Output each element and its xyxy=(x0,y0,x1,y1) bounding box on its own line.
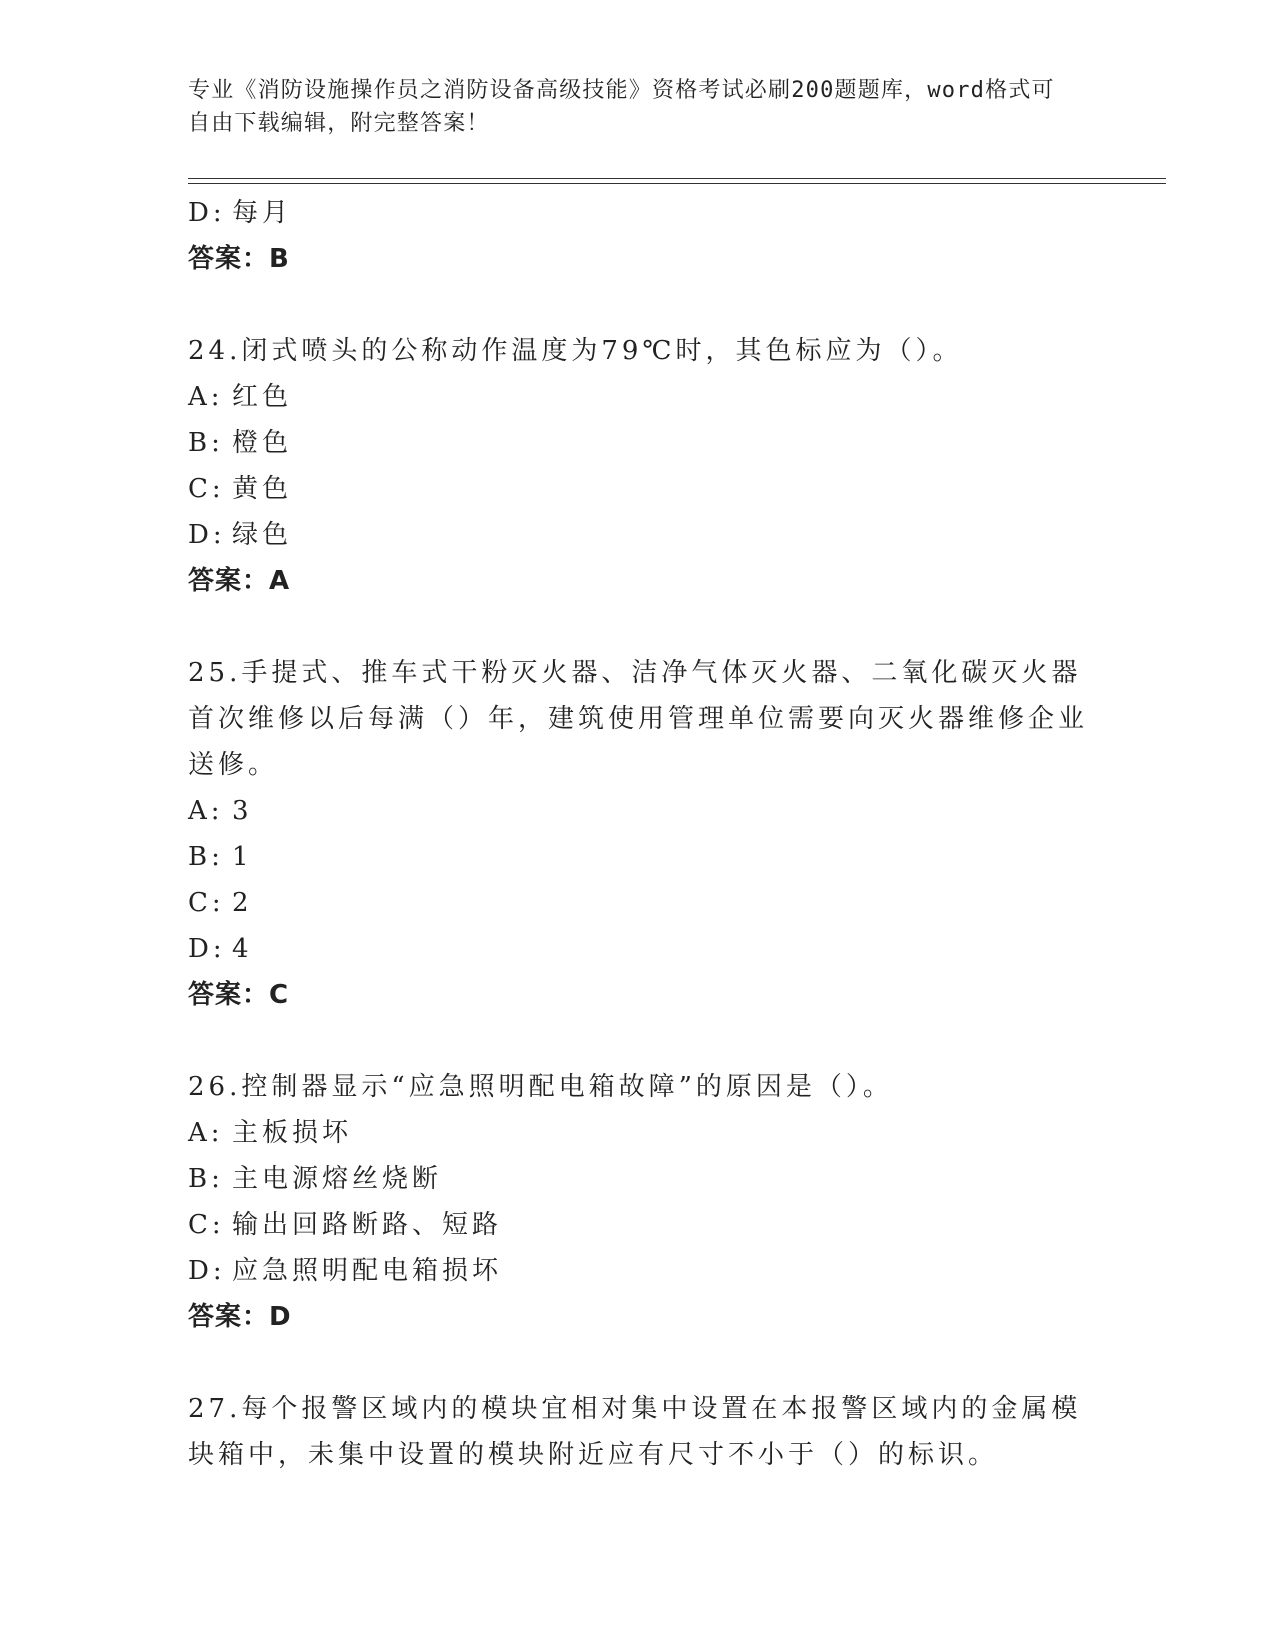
option-c xyxy=(188,1202,1088,1248)
answer: 答案：C xyxy=(188,980,290,1010)
option-text: 4 xyxy=(232,934,253,964)
option-key: C: xyxy=(188,888,225,918)
header-rule-bottom xyxy=(188,183,1166,184)
option-key: A: xyxy=(188,796,224,826)
option-text: 红色 xyxy=(232,382,293,412)
prev-option-d xyxy=(188,190,1088,236)
question-text: 26.控制器显示“应急照明配电箱故障”的原因是（）。 xyxy=(188,1072,893,1102)
prev-answer: 答案：B xyxy=(188,244,290,274)
option-key: A: xyxy=(188,382,224,412)
option-c xyxy=(188,880,1088,926)
question-25 xyxy=(188,650,1088,1018)
option-d xyxy=(188,926,1088,972)
answer: 答案：A xyxy=(188,566,291,596)
option-text: 每月 xyxy=(232,198,293,228)
answer: 答案：D xyxy=(188,1302,292,1332)
option-text: 输出回路断路、短路 xyxy=(232,1210,503,1240)
option-b xyxy=(188,1156,1088,1202)
question-27 xyxy=(188,1386,1088,1478)
option-text: 1 xyxy=(232,842,253,872)
header-rule-top xyxy=(188,178,1166,179)
option-key: B: xyxy=(188,428,224,458)
option-text: 3 xyxy=(232,796,253,826)
question-content xyxy=(188,190,1088,1478)
option-key: D: xyxy=(188,934,226,964)
option-key: D: xyxy=(188,520,226,550)
option-b xyxy=(188,834,1088,880)
option-key: B: xyxy=(188,1164,224,1194)
question-26 xyxy=(188,1064,1088,1340)
option-a xyxy=(188,374,1088,420)
question-text: 27.每个报警区域内的模块宜相对集中设置在本报警区域内的金属模块箱中，未集中设置的模块附近应有尺寸不小于（）的标识。 xyxy=(188,1394,1082,1470)
option-text: 主电源熔丝烧断 xyxy=(232,1164,443,1194)
option-text: 应急照明配电箱损坏 xyxy=(232,1256,503,1286)
option-text: 橙色 xyxy=(232,428,293,458)
option-b xyxy=(188,420,1088,466)
option-key: C: xyxy=(188,1210,225,1240)
document-header: 专业《消防设施操作员之消防设备高级技能》资格考试必刷200题题库，word格式可自由下载编辑，附完整答案！ xyxy=(188,78,1055,136)
question-text: 24.闭式喷头的公称动作温度为79℃时，其色标应为（）。 xyxy=(188,336,963,366)
option-a xyxy=(188,1110,1088,1156)
option-d xyxy=(188,512,1088,558)
option-c xyxy=(188,466,1088,512)
question-text: 25.手提式、推车式干粉灭火器、洁净气体灭火器、二氧化碳灭火器首次维修以后每满（）年，建筑使用管理单位需要向灭火器维修企业送修。 xyxy=(188,658,1089,780)
option-text: 2 xyxy=(232,888,253,918)
option-key: C: xyxy=(188,474,225,504)
option-text: 主板损坏 xyxy=(232,1118,353,1148)
option-key: A: xyxy=(188,1118,224,1148)
option-text: 黄色 xyxy=(232,474,293,504)
option-key: D: xyxy=(188,1256,226,1286)
option-key: B: xyxy=(188,842,224,872)
option-key: D: xyxy=(188,198,226,228)
option-a xyxy=(188,788,1088,834)
question-24 xyxy=(188,328,1088,604)
option-d xyxy=(188,1248,1088,1294)
option-text: 绿色 xyxy=(232,520,293,550)
